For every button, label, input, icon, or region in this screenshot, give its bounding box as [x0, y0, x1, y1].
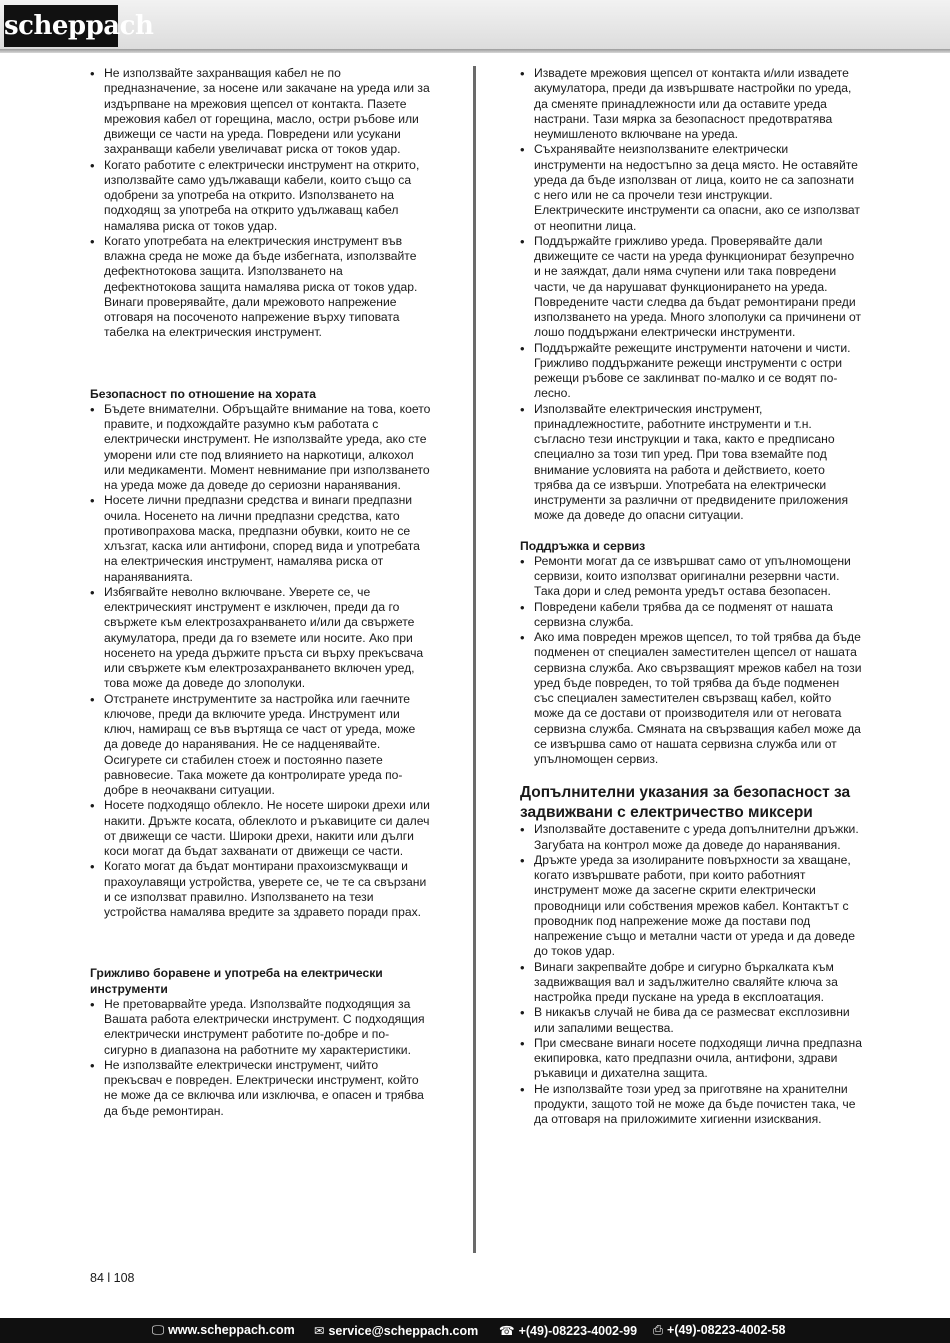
footer-email[interactable]: [314, 1323, 478, 1338]
list-item: • Дръжте уреда за изолираните повърхности за хващане, когато извършвате работи, при които работният инструмент може да засегне скрити електрически проводници или собствения мрежов кабел. Контактът с проводник под напрежение може да постави под напрежение също и метални части от уреда и да доведе до токов удар.: [520, 853, 862, 960]
tools-handling-list: [90, 997, 432, 1119]
header-divider: [0, 49, 950, 53]
list-item: • Повредени кабели трябва да се подменят от нашата сервизна служба.: [520, 600, 862, 631]
list-item: • Избягвайте неволно включване. Уверете се, че електрическият инструмент е изключен, преди да го свържете към електрозахранването и/или да свържете акумулатора, преди да го вземете или носите. Ако при носенето на уреда държите пръста си върху прекъсвача или свържете към електрозахранването включен уред, това може да доведе до злополуки.: [90, 585, 432, 692]
list-item: • Поддържайте грижливо уреда. Проверявайте дали движещите се части на уреда функционират безупречно и не заяждат, дали няма счупени или така повредени части, че да нарушават функционирането на уреда. Повредените части следва да бъдат ремонтирани преди използването на уреда. Много злополуки са причинени от лошо поддържани електрически инструменти.: [520, 234, 862, 341]
page-number: 84 l 108: [90, 1271, 135, 1285]
service-list: [520, 554, 862, 768]
phone-text: +(49)-08223-4002-99: [518, 1324, 638, 1338]
intro-list-right: [520, 66, 862, 524]
list-item: • Носете подходящо облекло. Не носете широки дрехи или накити. Дръжте косата, облеклото и ръкавиците си далеч от движещи се части. Широки дрехи, накити или дълги коси могат да бъдат захванати от движещи се части.: [90, 798, 432, 859]
website-text: www.scheppach.com: [168, 1323, 295, 1337]
list-item: • Отстранете инструментите за настройка или гаечните ключове, преди да включите уреда. Инструмент или ключ, намиращ се във въртяща се част от уреда, може да доведе до наранявания. Не се надценявайте. Осигурете си стабилен стоеж и постоянно пазете равновесие. Така можете да контролирате уреда по-добре в неочаквани ситуации.: [90, 692, 432, 799]
header-bar: [0, 0, 950, 50]
list-item: • Извадете мрежовия щепсел от контакта и/или извадете акумулатора, преди да извършвате настройки по уреда, да сменяте принадлежности или да оставите уреда настрани. Тази мярка за безопасност предотвратява неумишленото включване на уреда.: [520, 66, 862, 142]
footer-website[interactable]: [152, 1323, 295, 1338]
list-item: • Бъдете внимателни. Обръщайте внимание на това, което правите, и подхождайте разумно към работата с електрически инструмент. Не използвайте уреда, ако сте уморени или сте под влиянието на наркотици, алкохол или медикаменти. Момент невнимание при използването на уреда може да доведе до сериозни наранявания.: [90, 402, 432, 494]
telephone-icon: ☎: [499, 1324, 515, 1338]
list-item: • Не използвайте захранващия кабел не по предназначение, за носене или закачане на уреда или за издърпване на мрежовия щепсел от контакта. Пазете мрежовия кабел от горещина, масло, остри ръбове или движещи се части на уреда. Повредени или усукани захранващи кабели увеличават риска от токов удар.: [90, 66, 432, 158]
list-item: • Когато могат да бъдат монтирани прахоизсмукващи и прахоулавящи устройства, уверете се, че те са свързани и се използват правилно. Използването на тези устройства намалява вредите за здравето поради прах.: [90, 859, 432, 920]
list-item: • При смесване винаги носете подходящи лична предпазна екипировка, като предпазни очила, антифони, здрави ръкавици и дихателна защита.: [520, 1036, 862, 1082]
list-item: • Ако има повреден мрежов щепсел, то той трябва да бъде подменен от специален заместителен щепсел от нашата сервизна служба. Ако свързващият мрежов кабел на този уред бъде повреден, то той трябва да бъде подменен със специален заместителен свързващ кабел, който може да се достави от производителя или от неговата сервизна служба. Смяната на свързващия кабел може да се извършва само от нашата сервизна служба или от упълномощен сервиз.: [520, 630, 862, 767]
list-item: • Не претоварвайте уреда. Използвайте подходящия за Вашата работа електрически инструмент. С подходящия електрически инструмент работите по-добре и по-сигурно в диапазона на работните му характеристики.: [90, 997, 432, 1058]
section-title-mixers: Допълнителни указания за безопасност за задвижвани с електричество миксери: [520, 784, 851, 821]
scheppach-logo: scheppach: [4, 5, 118, 47]
section-title-tools: Грижливо боравене и употреба на електрически инструменти: [90, 966, 383, 996]
mixer-safety-list: [520, 822, 862, 1127]
list-item: • Съхранявайте неизползваните електрически инструменти на недостъпно за деца място. Не оставяйте уреда да бъде използван от лица, които не са запознати с него или не са прочели тези инструкции. Електрическите инструменти са опасни, ако се използват от неопитни лица.: [520, 142, 862, 234]
section-title-service: Поддръжка и сервиз: [520, 538, 646, 553]
computer-icon: 🖵: [152, 1323, 165, 1337]
list-item: • Използвайте доставените с уреда допълнителни дръжки. Загубата на контрол може да доведе до наранявания.: [520, 822, 862, 853]
footer-bar: [0, 1318, 950, 1343]
list-item: • Не използвайте електрически инструмент, чийто прекъсвач е повреден. Електрически инструмент, който не може да се включва или изключва, е опасен и трябва да бъде ремонтиран.: [90, 1058, 432, 1119]
list-item: • Не използвайте този уред за приготвяне на хранителни продукти, защото той не може да бъде почистен така, че да отговаря на приложимите хигиенни изисквания.: [520, 1082, 862, 1128]
right-column: [520, 66, 862, 1127]
list-item: • Носете лични предпазни средства и винаги предпазни очила. Носенето на лични предпазни средства, като противопрахова маска, предпазни обувки, които не се хлъзгат, каска или антифони, според вида и употребата на електрическия инструмент, намалява риска от нараняванията.: [90, 493, 432, 585]
envelope-icon: ✉: [314, 1324, 325, 1338]
people-safety-list: [90, 402, 432, 921]
list-item: • Когато работите с електрически инструмент на открито, използвайте само удължаващи кабели, които също са одобрени за употреба на открито. Използването на подходящ за употреба на открито удължаващ кабел намалява риска от токов удар.: [90, 158, 432, 234]
footer-phone[interactable]: [499, 1323, 637, 1338]
section-title-people: Безопасност по отношение на хората: [90, 386, 317, 401]
fax-icon: ⎙: [653, 1323, 664, 1337]
list-item: • Винаги закрепвайте добре и сигурно бъркалката към задвижващия вал и задължително сваляйте ключа за настройка преди пускане на уреда в експлоатация.: [520, 960, 862, 1006]
list-item: • Използвайте електрическия инструмент, принадлежностите, работните инструменти и т.н. съгласно тези инструкции и така, както е предписано специално за този тип уред. При това вземайте под внимание условията на работа и действието, което трябва да се извърши. Употребата на електрически инструменти за различни от предвидените приложения може да доведе до опасни ситуации.: [520, 402, 862, 524]
left-column: [90, 66, 432, 1119]
column-divider: [473, 66, 476, 1253]
footer-fax[interactable]: [653, 1323, 786, 1338]
list-item: • Ремонти могат да се извършват само от упълномощени сервизи, които използват оригинални резервни части. Така дори и след ремонта уредът остава безопасен.: [520, 554, 862, 600]
fax-text: +(49)-08223-4002-58: [667, 1323, 786, 1337]
list-item: • Поддържайте режещите инструменти наточени и чисти. Грижливо поддържаните режещи инструменти с остри режещи ръбове се заклинват по-малко и се водят по-лесно.: [520, 341, 862, 402]
email-text: service@scheppach.com: [328, 1324, 479, 1338]
list-item: • Когато употребата на електрическия инструмент във влажна среда не може да бъде избегната, използвайте дефектнотокова защита. Използването на дефектнотокова защита намалява риска от токов удар. Винаги проверявайте, дали мрежовото напрежение отговаря на посоченото напрежение върху типовата табелка на електрическия инструмент.: [90, 234, 432, 341]
list-item: • В никакъв случай не бива да се размесват експлозивни или запалими вещества.: [520, 1005, 862, 1036]
intro-list-left: [90, 66, 432, 341]
